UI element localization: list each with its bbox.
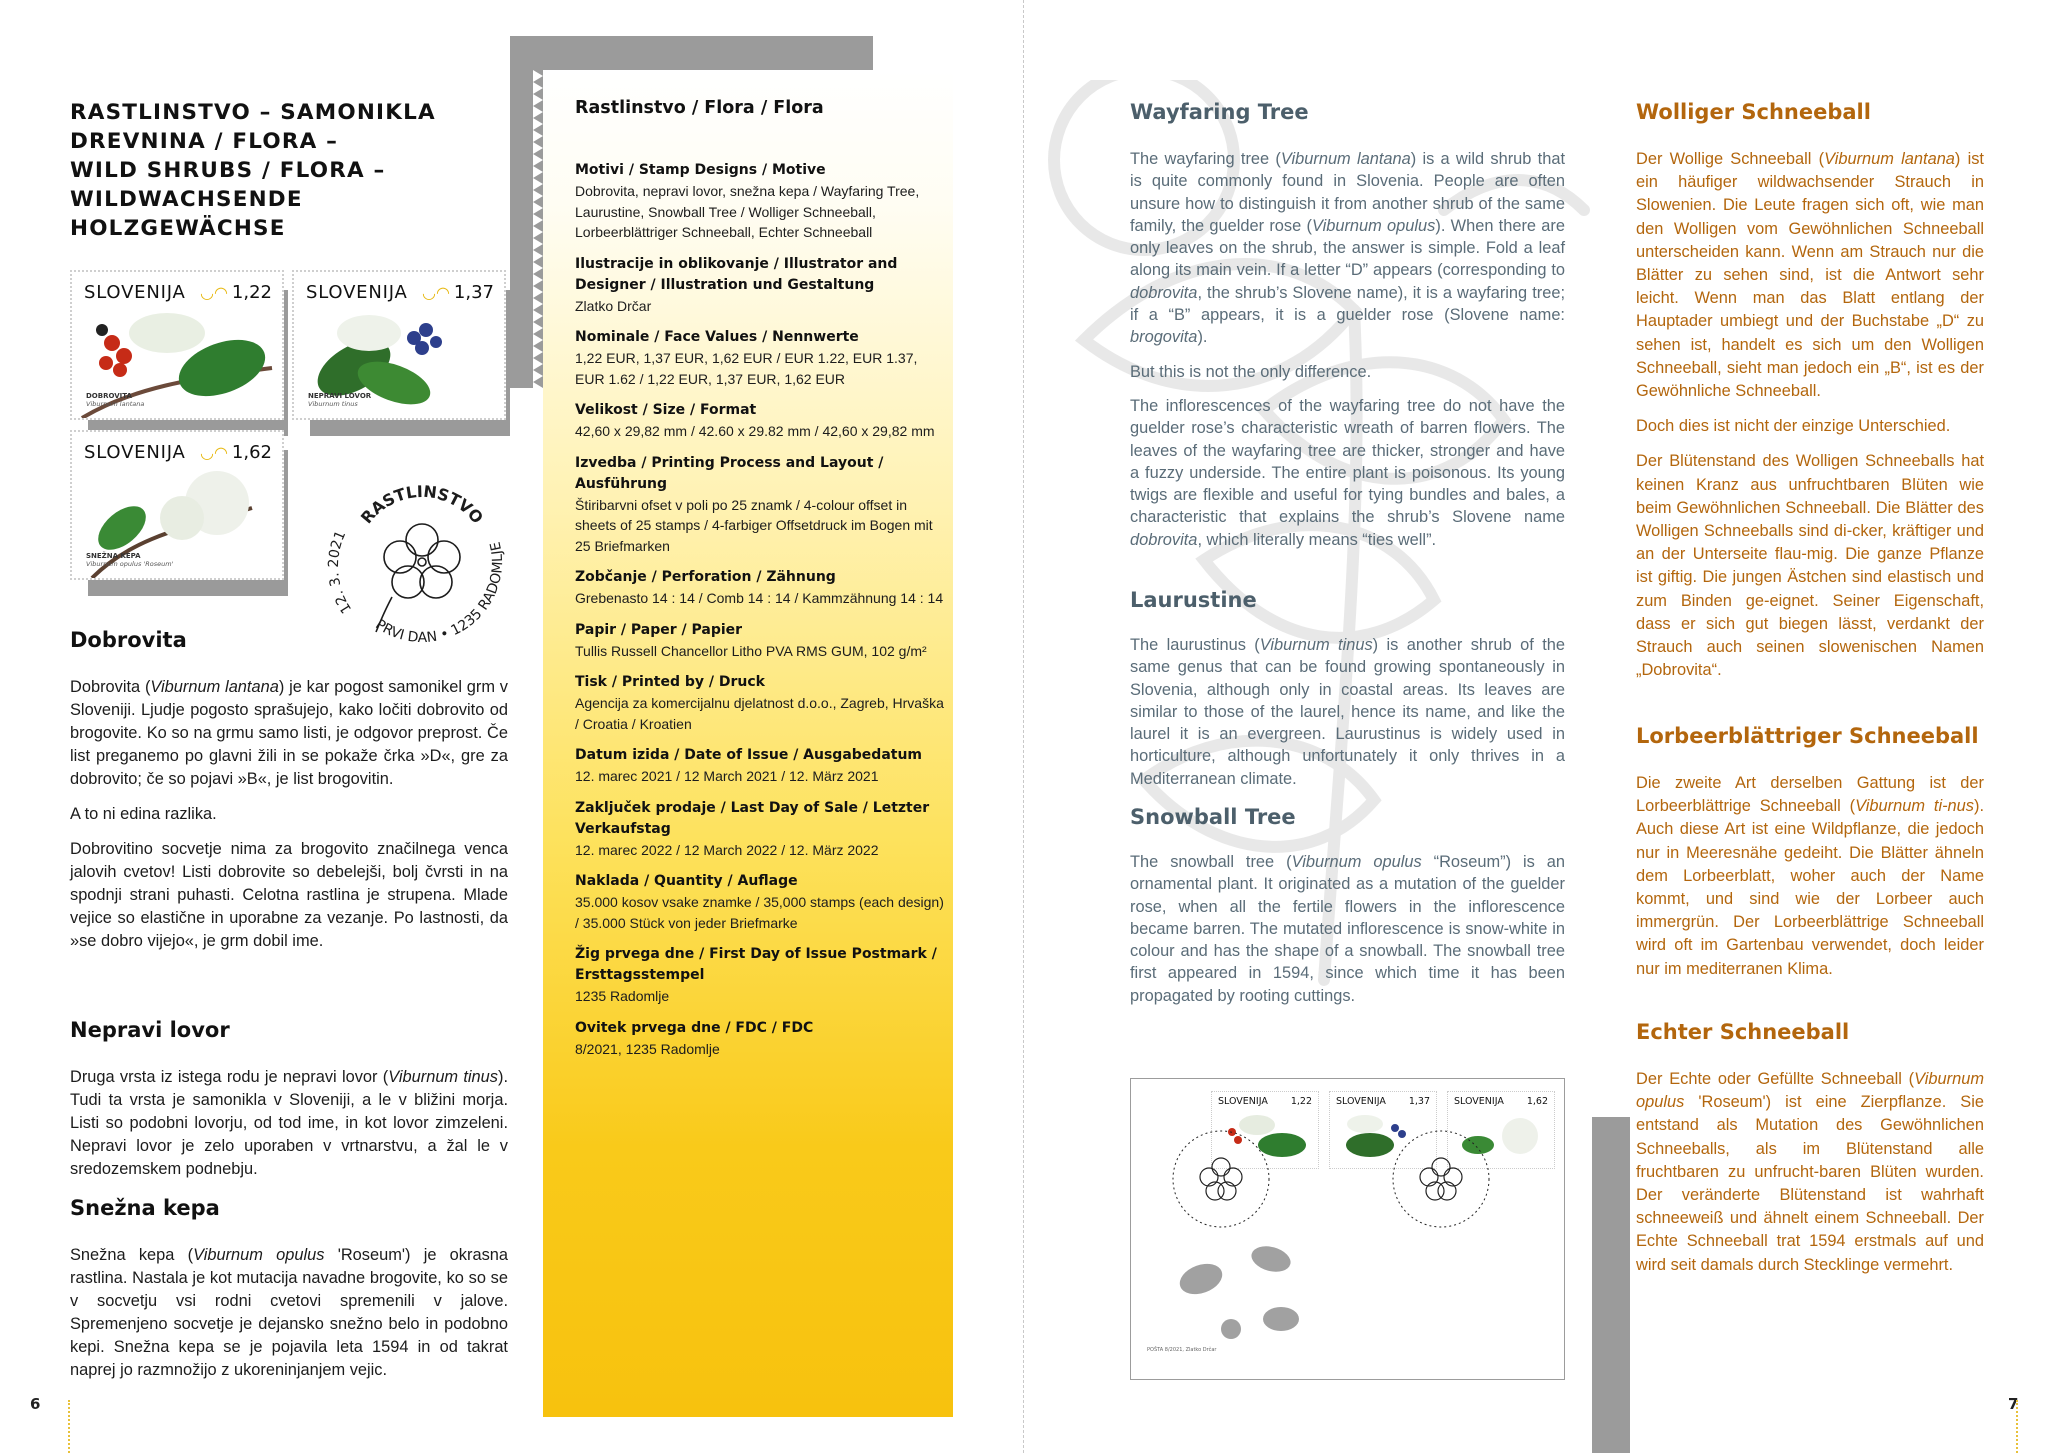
latin-name: Viburnum lantana	[150, 678, 279, 696]
text-wayfaring-tree	[1130, 148, 1565, 563]
text-run: Dobrovitino socvetje nima za brogovito značilnega venca jalovih cvetov! Listi dobrovite so debelejši, bolj čvrsti in na spodnji strani puhasti. Celotna rastlina je strupena. Mlade vejice so elastične in uporabne za vezanje. Po lastnosti, da »se dobro vijejo«, je grm dobil ime.	[70, 840, 508, 950]
fdc-postmark	[1381, 1119, 1501, 1239]
text-run: Snežna kepa (	[70, 1246, 194, 1264]
info-value: Tullis Russell Chancellor Litho PVA RMS GUM, 102 g/m²	[575, 642, 927, 659]
paragraph	[70, 803, 508, 826]
title-line: WILD SHRUBS / FLORA –	[70, 158, 386, 183]
text-run: ). When there are only leaves on the shrub, the answer is simple. Fold a leaf along its main vein. If a letter “D” appears (corresponding to	[1130, 216, 1565, 280]
info-item	[575, 871, 945, 933]
text-run: Der Wollige Schneeball (	[1636, 150, 1825, 168]
info-value: Zlatko Drčar	[575, 297, 652, 314]
latin-name: Viburnum ti-nus	[1855, 797, 1974, 816]
latin-name: Viburnum lantana	[1280, 150, 1411, 168]
stamp-plant-name: DOBROVITA	[86, 392, 132, 400]
info-label: Naklada / Quantity / Auflage	[575, 873, 798, 889]
fdc-stamp-value: 1,62	[1526, 1096, 1548, 1107]
text-laurustine	[1130, 634, 1565, 802]
latin-name: Viburnum lantana	[1824, 150, 1955, 168]
heading-wolliger-schneeball: Wolliger Schneeball	[1636, 100, 1871, 124]
slovene-name: brogovita	[1130, 328, 1198, 347]
info-label: Zobčanje / Perforation / Zähnung	[575, 569, 836, 585]
text-wolliger-schneeball	[1636, 148, 1984, 694]
title-line: RASTLINSTVO – SAMONIKLA	[70, 100, 436, 125]
fdc-credit: POŠTA 8/2021, Zlatko Drčar	[1147, 1347, 1217, 1353]
slovene-name: dobrovita	[1130, 530, 1198, 549]
fdc-stamp-country: SLOVENIJA	[1218, 1096, 1268, 1107]
text-run: The laurustinus (	[1130, 636, 1260, 654]
text-run: Die zweite Art derselben Gattung ist der Lorbeerblättrige Schneeball (	[1636, 774, 1984, 816]
info-label: Motivi / Stamp Designs / Motive	[575, 162, 826, 178]
heading-echter-schneeball: Echter Schneeball	[1636, 1020, 1850, 1044]
info-label: Papir / Paper / Papier	[575, 621, 743, 638]
info-label: Datum izida / Date of Issue / Ausgabedatum	[575, 747, 923, 763]
text-run: ).	[1197, 328, 1208, 347]
svg-text:PRVI DAN • 1235 RADOMLJE	[358, 538, 522, 662]
text-run: “Roseum”) is an ornamental plant. It originated as a mutation of the guelder rose, when all the fertile flowers in the inflorescence became barren. The mutated inflorescence is snow-white in colour and has the shape of a snowball. The snowball tree first appeared in 1594, since which time it has been propagated by rooting cuttings.	[1130, 853, 1566, 1005]
first-day-postmark	[322, 462, 522, 662]
heading-wayfaring-tree: Wayfaring Tree	[1130, 100, 1309, 124]
info-item	[575, 672, 945, 734]
fdc-stamp-value: 1,37	[1408, 1096, 1430, 1107]
paragraph	[1636, 772, 1984, 981]
info-label: Ilustracije in oblikovanje / Illustrator and Designer / Illustration und Gestaltung	[575, 255, 898, 293]
info-value: 8/2021, 1235 Radomlje	[575, 1040, 720, 1057]
title-line: HOLZGEWÄCHSE	[70, 216, 286, 241]
latin-name: Viburnum opulus	[1291, 853, 1422, 871]
heading-snowball-tree: Snowball Tree	[1130, 805, 1296, 829]
postmark-bottom-text: PRVI DAN • 1235 RADOMLJE	[372, 540, 507, 647]
fdc-stamp-country: SLOVENIJA	[1454, 1096, 1504, 1107]
heading-lorbeerblaettriger-schneeball: Lorbeerblättriger Schneeball	[1636, 724, 1979, 748]
paragraph	[70, 1244, 508, 1382]
info-label: Tisk / Printed by / Druck	[575, 674, 765, 690]
info-item	[575, 453, 945, 557]
paragraph	[1130, 395, 1565, 551]
page-title	[70, 98, 450, 243]
info-item	[575, 400, 945, 442]
stamp-plant-name: NEPRAVI LOVOR	[308, 392, 372, 400]
paragraph	[70, 676, 508, 791]
info-label: Izvedba / Printing Process and Layout / Ausführung	[575, 454, 884, 492]
stamp-value: 1,62	[231, 442, 272, 463]
info-item	[575, 327, 945, 389]
postmark-date: 12. 3. 2021	[325, 528, 356, 617]
latin-name: Viburnum tinus	[388, 1068, 498, 1086]
paragraph	[1130, 851, 1565, 1007]
info-value: Grebenasto 14 : 14 / Comb 14 : 14 / Kammzähnung 14 : 14	[575, 590, 944, 606]
section-text-snezna-kepa	[70, 1244, 508, 1394]
latin-name: Viburnum opulus	[1311, 216, 1436, 235]
stamp-plant-latin: Viburnum tinus	[308, 400, 358, 408]
latin-name: Viburnum opulus	[1636, 1070, 1984, 1112]
paragraph	[1636, 450, 1984, 682]
text-run: ). Tudi ta vrsta je samonikla v Sloveniji, a le v bližini morja. Listi so podobni lovorju, od tod ime, in kot lovor zimzeleni. Nepravi lovor je zelo uporaben v vrtnarstvu, a žal le v sredozemskem podnebju.	[70, 1068, 508, 1178]
fdc-stamp-country: SLOVENIJA	[1336, 1096, 1386, 1107]
text-run: ) is another shrub of the same genus that can be found growing spontaneously in Slovenia, although only in coastal areas. Its leaves are similar to those of the laurel, hence its name, and like the laurel it is an evergreen. Laurustinus is widely used in horticulture, although unfortunately it only thrives in a Mediterranean climate.	[1130, 636, 1565, 788]
title-line: DREVNINA / FLORA –	[70, 129, 339, 154]
info-value: 42,60 x 29,82 mm / 42.60 x 29.82 mm / 42,60 x 29,82 mm	[575, 423, 935, 439]
info-value: Agencija za komercijalnu djelatnost d.o.o., Zagreb, Hrvaška / Croatia / Kroatien	[575, 695, 944, 732]
text-run: , the shrub’s Slovene name), it is a wayfaring tree; if a “B” appears, it is a guelder rose (Slovene name:	[1130, 283, 1565, 325]
section-text-dobrovita	[70, 676, 508, 965]
info-item	[575, 160, 945, 243]
text-run: Doch dies ist nicht der einzige Unterschied.	[1636, 417, 1951, 436]
post-horn-icon: ◡◠	[200, 443, 228, 462]
post-horn-icon: ◡◠	[200, 283, 228, 302]
stamp-country: SLOVENIJA	[84, 282, 186, 303]
edge-dotted-line	[68, 1400, 70, 1453]
info-value: Štiribarvni ofset v poli po 25 znamk / 4-colour offset in sheets of 25 stamps / 4-farbiger Offsetdruck im Bogen mit 25 Briefmarken	[575, 496, 933, 554]
edge-dotted-line	[2016, 1400, 2018, 1453]
text-run: The snowball tree (	[1130, 853, 1292, 871]
paragraph	[1130, 361, 1565, 383]
text-run: Dobrovita (	[70, 678, 151, 696]
info-value: 1235 Radomlje	[575, 988, 670, 1004]
section-heading-snezna-kepa: Snežna kepa	[70, 1196, 220, 1220]
stamp-country: SLOVENIJA	[84, 442, 186, 463]
paragraph	[70, 1066, 508, 1181]
info-label: Ovitek prvega dne / FDC / FDC	[575, 1019, 814, 1036]
stamp-plant-name: SNEŽNA KEPA	[86, 552, 141, 560]
section-heading-dobrovita: Dobrovita	[70, 628, 187, 652]
info-label: Nominale / Face Values / Nennwerte	[575, 329, 859, 345]
latin-name: Viburnum tinus	[1259, 636, 1373, 654]
section-heading-nepravi-lovor: Nepravi lovor	[70, 1018, 230, 1042]
stamp-country: SLOVENIJA	[306, 282, 408, 303]
text-run: ) je kar pogost samonikel grm v Sloveniji. Ljudje pogosto sprašujejo, kako ločiti dobrovito od brogovite. Ko so na grmu samo listi, je odgovor preprost. Če list preganemo po glavni žili in se pokaže črka »D«, gre za dobrovito; če so pojavi »B«, je list brogovitin.	[70, 678, 508, 788]
flower-icon	[376, 524, 460, 632]
info-value: 12. marec 2021 / 12 March 2021 / 12. März 2021	[575, 768, 879, 784]
info-label: Zaključek prodaje / Last Day of Sale / Letzter Verkaufstag	[575, 799, 930, 837]
text-run: The wayfaring tree (	[1130, 150, 1281, 168]
gray-block-bottom-right	[1592, 1117, 1630, 1453]
slovene-name: dobrovita	[1130, 283, 1198, 302]
text-run: Druga vrsta iz istega rodu je nepravi lovor (	[70, 1068, 389, 1086]
post-horn-icon: ◡◠	[422, 283, 450, 302]
text-run: Der Echte oder Gefüllte Schneeball (	[1636, 1070, 1915, 1088]
title-line: WILDWACHSENDE	[70, 187, 303, 212]
info-item	[575, 798, 945, 861]
gray-block-bottom	[1592, 1415, 1630, 1453]
text-snowball-tree	[1130, 851, 1565, 1019]
info-value: 1,22 EUR, 1,37 EUR, 1,62 EUR / EUR 1.22, EUR 1.37, EUR 1.62 / 1,22 EUR, 1,37 EUR, 1,62 EUR	[575, 350, 918, 387]
info-item	[575, 745, 945, 787]
svg-text:12. 3. 2021	[326, 528, 355, 616]
first-day-cover	[1130, 1078, 1565, 1380]
text-run: But this is not the only difference.	[1130, 362, 1372, 381]
text-run: ). Auch diese Art ist eine Wildpflanze, die jedoch nur in Meeresnähe gedeiht. Die Blätter ähneln dem Lorbeerblatt, woher auch der Name kommt, und sind wie der Lorbeer auch immergrün. Der Lorbeerblättrige Schneeball wird oft im Gartenbau verwendet, doch leider nur im mediterranen Klima.	[1636, 797, 1984, 978]
page-number: 6	[30, 1395, 41, 1413]
info-value: 12. marec 2022 / 12 March 2022 / 12. März 2022	[575, 841, 879, 858]
stamp-value: 1,37	[453, 282, 494, 303]
stamp-snezna-kepa	[70, 430, 284, 580]
fdc-stamp-value: 1,22	[1290, 1096, 1312, 1107]
fdc-postmark	[1161, 1119, 1281, 1239]
paragraph	[1636, 415, 1984, 438]
info-item	[575, 1018, 945, 1060]
info-panel	[543, 70, 953, 1417]
paragraph	[1636, 1068, 1984, 1277]
fdc-leaf-sketch	[1161, 1229, 1311, 1349]
text-run: 'Roseum') ist eine Zierpflanze. Sie entstand als Mutation des Gewöhnlichen Schneeballs, als im Blütenstand alle fruchtbaren zu unfrucht-baren Blüten wurden. Der veränderte Blütenstand ist wahrhaft schneeweiß und ähnelt einem Schneeball. Der Echte Schneeball trat 1594 erstmals auf und wird seit damals durch Stecklinge vermehrt.	[1636, 1093, 1984, 1274]
text-run: A to ni edina razlika.	[70, 805, 217, 823]
gray-block-top	[510, 36, 873, 72]
paragraph	[70, 838, 508, 953]
svg-text:RASTLINSTVO	[357, 482, 487, 527]
paragraph	[1130, 634, 1565, 790]
perforated-edge	[533, 70, 545, 1417]
text-echter-schneeball	[1636, 1068, 1984, 1289]
heading-laurustine: Laurustine	[1130, 588, 1257, 612]
info-value: Dobrovita, nepravi lovor, snežna kepa / Wayfaring Tree, Laurustine, Snowball Tree / Wolliger Schneeball, Lorbeerblättriger Schneeball, Echter Schneeball	[575, 183, 920, 240]
info-value: 35.000 kosov vsake znamke / 35,000 stamps (each design) / 35.000 Stück von jeder Briefmarke	[575, 894, 944, 931]
stamp-plant-latin: Viburnum opulus 'Roseum'	[86, 560, 174, 568]
text-lorbeerblaettriger-schneeball	[1636, 772, 1984, 993]
info-item	[575, 254, 945, 317]
text-run: 'Roseum') je okrasna rastlina. Nastala je kot mutacija navadne brogovite, ko so se v socvetju vsi rodni cvetovi spremenili v jalove. Spremenjeno socvetje je dejansko snežno belo in podobno kepi. Snežna kepa se je pojavila leta 1594 in od takrat naprej jo razmnožijo z ukoreninjanjem vejic.	[70, 1246, 508, 1379]
info-label: Velikost / Size / Format	[575, 402, 757, 418]
stamp-plant-latin: Viburnum lantana	[86, 400, 145, 408]
text-run: , which literally means “ties well”.	[1197, 530, 1437, 549]
info-panel-title: Rastlinstvo / Flora / Flora	[575, 98, 824, 118]
latin-name: Viburnum opulus	[193, 1246, 325, 1264]
paragraph	[1130, 148, 1565, 349]
text-run: ) is a wild shrub that is quite commonly found in Slovenia. People are often unsure how to distinguish it from another shrub of the same family, the guelder rose (	[1130, 150, 1565, 235]
stamp-nepravi-lovor	[292, 270, 506, 420]
stamp-value: 1,22	[231, 282, 272, 303]
section-text-nepravi-lovor	[70, 1066, 508, 1193]
info-label: Žig prvega dne / First Day of Issue Postmark / Ersttagsstempel	[575, 946, 937, 983]
stamp-dobrovita	[70, 270, 284, 420]
text-run: ) ist ein häufiger wildwachsender Strauch in Slowenien. Die Leute fragen sich oft, wie man den Wolligen vom Gewöhnlichen Schneeball unterscheiden kann. Wenn am Strauch nur die Blätter zu sehen sind, ist die Antwort sehr leicht. Wenn man das Blatt entlang der Hauptader umbiegt und der Buchstabe „D“ zu sehen ist, handelt es sich um den Wolligen Schneeball, sieht man jedoch ein „B“, ist es der Gewöhnliche Schneeball.	[1636, 150, 1984, 401]
info-item	[575, 620, 945, 662]
text-run: Der Blütenstand des Wolligen Schneeballs hat keinen Kranz aus unfruchtbaren Blüten wie beim Gewöhnlichen Schneeball. Die Blätter des Wolligen Schneeballs sind di-cker, kräftiger und an der Unterseite flau-mig. Die ganze Pflanze ist giftig. Die jungen Ästchen sind elastisch und zum Binden ge-eignet. Seiner Eigenschaft, dass er sich gut biegen lässt, verdankt der Strauch auch seinen slowenischen Namen „Dobrovita“.	[1636, 452, 1984, 680]
text-run: The inflorescences of the wayfaring tree do not have the guelder rose’s characteristic wreath of barren flowers. The leaves of the wayfaring tree are thicker, stronger and have a fuzzy underside. The entire plant is poisonous. Its young twigs are flexible and useful for tying bundles and bales, a characteristic that explains the shrub’s Slovene name	[1130, 396, 1565, 527]
info-item	[575, 567, 945, 609]
info-list	[575, 160, 945, 1070]
info-item	[575, 944, 945, 1007]
page-number: 7	[2008, 1395, 2019, 1413]
paragraph	[1636, 148, 1984, 403]
postmark-top-text: RASTLINSTVO	[356, 481, 487, 528]
